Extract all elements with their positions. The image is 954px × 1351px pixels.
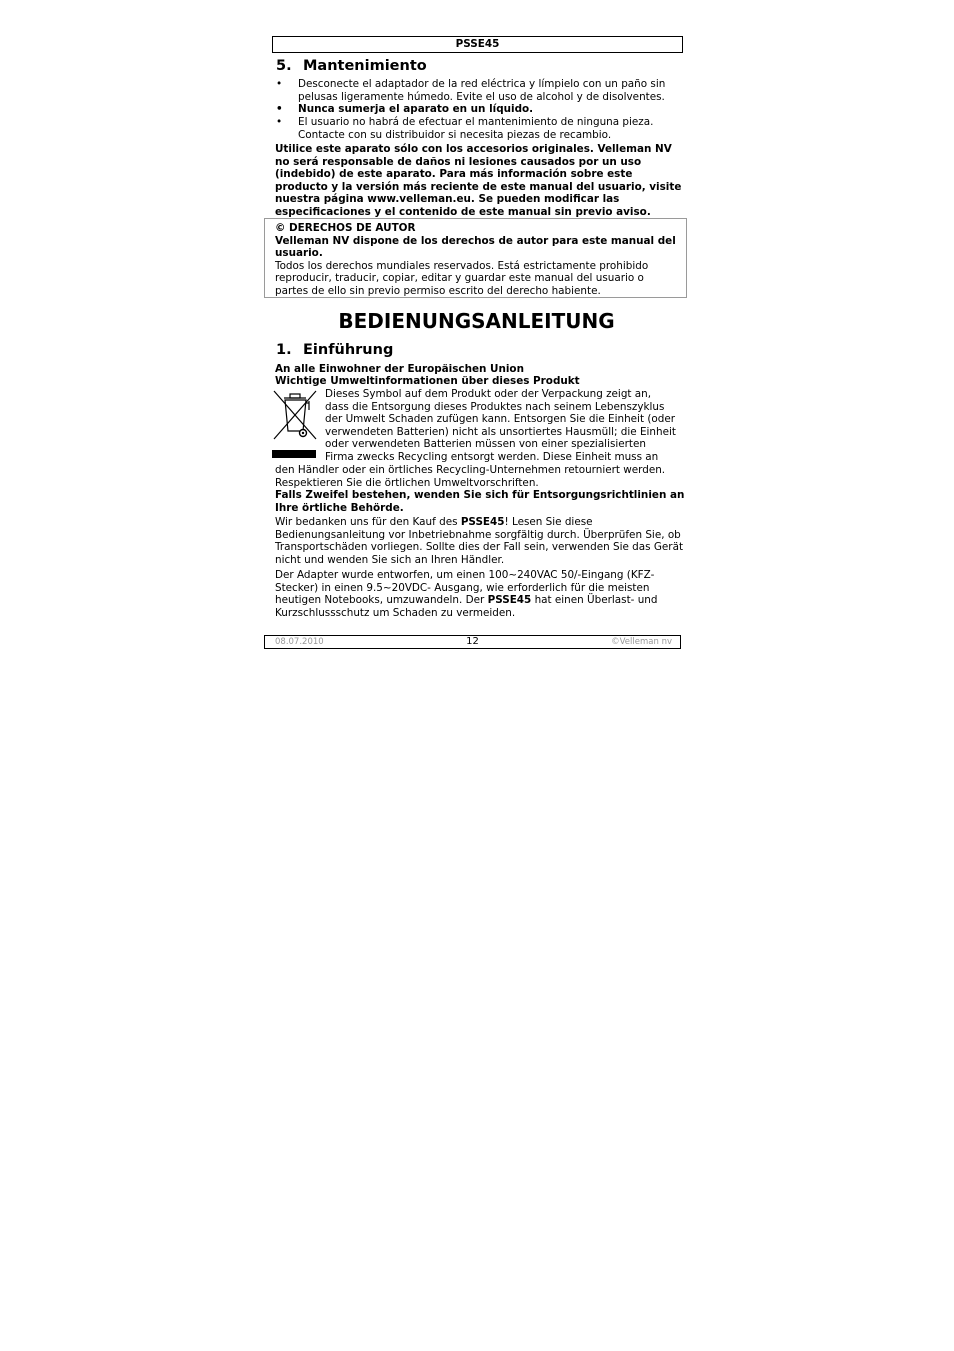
copyright-bold-line: Velleman NV dispone de los derechos de autor para este manual del usuario. xyxy=(275,234,676,260)
weee-continued: den Händler oder ein örtliches Recycling-Unternehmen retourniert werden. Respektieren Sie die örtlichen Umweltvorschriften. xyxy=(275,464,666,489)
header-model: PSSE45 xyxy=(455,38,500,50)
weee-line: oder verwendeten Batterien müssen von einer spezialisierten xyxy=(325,438,646,451)
weee-text-block xyxy=(325,388,685,464)
section-number: 1. xyxy=(276,342,292,358)
thanks-paragraph xyxy=(275,516,685,566)
footer-brand: ©Velleman nv xyxy=(611,637,672,647)
list-item: • El usuario no habrá de efectuar el mantenimiento de ninguna pieza. Contacte con su distribuidor si necesita piezas de recambio. xyxy=(276,116,681,141)
crossed-out-wheelie-bin-icon xyxy=(272,389,318,461)
adapter-post: hat einen Überlast- und Kurzschlussschutz um Schaden zu vermeiden. xyxy=(275,594,658,619)
model-name: PSSE45 xyxy=(460,516,505,528)
section-title: Mantenimiento xyxy=(303,58,427,74)
copyright-box xyxy=(264,218,687,298)
maintenance-list xyxy=(276,78,681,142)
thanks-pre: Wir bedanken uns für den Kauf des xyxy=(275,516,461,528)
page-number: 12 xyxy=(466,636,479,647)
weee-line: Firma zwecks Recycling entsorgt werden. Diese Einheit muss an xyxy=(325,450,659,463)
copyright-heading: © DERECHOS DE AUTOR xyxy=(275,222,416,234)
footer-date: 08.07.2010 xyxy=(275,637,324,647)
eu-heading: An alle Einwohner der Europäischen Union xyxy=(275,363,524,375)
weee-line: der Umwelt Schaden zufügen kann. Entsorgen Sie die Einheit (oder xyxy=(325,413,675,426)
weee-line: Dieses Symbol auf dem Produkt oder der Verpackung zeigt an, xyxy=(325,388,652,400)
section-title: Einführung xyxy=(303,342,394,358)
environment-heading: Wichtige Umweltinformationen über dieses Produkt xyxy=(275,375,580,387)
page-title: BEDIENUNGSANLEITUNG xyxy=(338,309,615,333)
thanks-post: ! Lesen Sie diese Bedienungsanleitung vor Inbetriebnahme sorgfältig durch. Überprüfen Sie, ob Transportschäden vorliegen. Sollte dies der Fall sein, verwenden Sie das Gerät nicht und wenden Sie sich an Ihren Händler. xyxy=(275,516,684,566)
copyright-text: Todos los derechos mundiales reservados. Está estrictamente prohibido reproducir, traducir, copiar, editar y guardar este manual del usuario o partes de ello sin previo permiso escrito del derecho habiente. xyxy=(275,259,649,297)
disclaimer-paragraph: Utilice este aparato sólo con los accesorios originales. Velleman NV no será responsable de daños ni lesiones causados por un uso (indebido) de este aparato. Para más información sobre este producto y la versión más reciente de este manual del usuario, visite nuestra página www.velleman.eu. Se pueden modificar las especificaciones y el contenido de este manual sin previo aviso. xyxy=(275,143,682,218)
weee-line: verwendeten Batterien) nicht als unsortiertes Hausmüll; die Einheit xyxy=(325,425,676,438)
list-item: • Nunca sumerja el aparato en un líquido. xyxy=(276,103,681,116)
adapter-paragraph xyxy=(275,569,685,619)
section-number: 5. xyxy=(276,58,292,74)
weee-line: dass die Entsorgung dieses Produktes nach seinem Lebenszyklus xyxy=(325,400,665,413)
model-name: PSSE45 xyxy=(487,594,532,607)
german-section-heading xyxy=(276,342,393,359)
header-model-box xyxy=(272,36,683,53)
authority-note: Falls Zweifel bestehen, wenden Sie sich für Entsorgungsrichtlinien an Ihre örtliche Behörde. xyxy=(275,489,685,514)
spanish-section-heading xyxy=(276,58,427,75)
footer xyxy=(264,635,681,649)
list-item: • Desconecte el adaptador de la red eléctrica y límpielo con un paño sin pelusas ligeramente húmedo. Evite el uso de alcohol y de disolventes. xyxy=(276,78,681,103)
adapter-pre: Der Adapter wurde entworfen, um einen 100~240VAC 50/-Eingang (KFZ-Stecker) in einen 9.5~20VDC- Ausgang, wie erforderlich für die meisten heutigen Notebooks, umzuwandeln. Der xyxy=(275,569,655,607)
